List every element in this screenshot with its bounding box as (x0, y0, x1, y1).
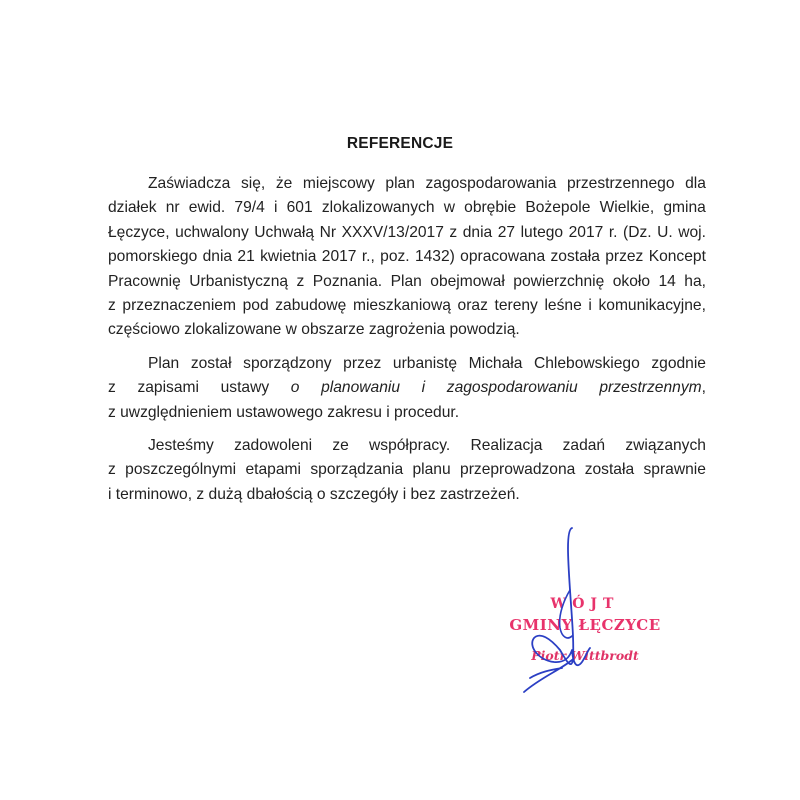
word: przez (343, 354, 382, 372)
word: i (588, 297, 592, 315)
paragraph-1 (108, 172, 706, 343)
word: opracowana (460, 248, 546, 266)
word: przeprowadzona (460, 461, 576, 479)
word: miejscowy (302, 175, 375, 192)
act-title-word: zagospodarowaniu (446, 379, 578, 397)
word: działek (108, 199, 157, 217)
word: (Dz. (623, 223, 652, 241)
word: z (108, 379, 116, 397)
word: współpracy. (369, 437, 451, 455)
word: zadań (562, 437, 606, 455)
document-body (108, 172, 706, 507)
word: zabudowę (275, 297, 347, 315)
word: ustawy (220, 379, 270, 397)
paragraph-line: częściowo zlokalizowane w obszarze zagrożenia powodzią. (108, 321, 520, 339)
act-title-word: i (421, 379, 426, 397)
word: 2017 (568, 223, 604, 241)
word: woj. (678, 223, 706, 241)
word: Urbanistyczną (189, 272, 289, 290)
word: Łęczyce, (108, 223, 170, 241)
word: nr (165, 199, 180, 217)
word: kwietnia (260, 248, 317, 266)
word: pod (242, 297, 269, 315)
word: gmina (663, 199, 706, 217)
word: z (449, 223, 458, 241)
stamp-office: WÓJT (550, 596, 620, 612)
word: 14 (658, 272, 676, 290)
paragraph-line (108, 294, 706, 318)
word: przestrzennym, (599, 379, 706, 397)
word: planu (412, 461, 451, 479)
word: Plan (390, 272, 422, 290)
word: Michała (468, 354, 523, 372)
word: 1432) (414, 248, 455, 266)
word: przestrzennego (567, 175, 675, 192)
word: 21 (237, 248, 255, 266)
word: w (443, 199, 455, 217)
stamp-name: Piotr Wittbrodt (531, 648, 639, 663)
word: dnia (462, 223, 493, 241)
word: z (108, 461, 116, 479)
word: została (550, 248, 600, 266)
word: związanych (625, 437, 706, 455)
paragraph-3 (108, 434, 706, 507)
word: plan (385, 175, 415, 192)
word: że (275, 175, 293, 192)
act-title-word: planowaniu (321, 379, 401, 397)
word: tereny (494, 297, 538, 315)
word: Chlebowskiego (533, 354, 640, 372)
word: dla (685, 175, 706, 192)
word: Pracownię (108, 272, 181, 290)
word: mieszkaniową (352, 297, 451, 315)
word: Plan (148, 354, 180, 372)
paragraph-line (108, 221, 706, 245)
word: sprawnie (643, 461, 706, 479)
word: z (296, 272, 305, 290)
word: lutego (520, 223, 564, 241)
word: zadowoleni (234, 437, 313, 455)
word: r. (608, 223, 618, 241)
word: urbanistę (392, 354, 458, 372)
word: obrębie (464, 199, 517, 217)
word: się, (240, 175, 266, 192)
word: sporządzania (310, 461, 404, 479)
word: zgodnie (651, 354, 706, 372)
word: dnia (202, 248, 233, 266)
act-title-word: przestrzennym (599, 379, 702, 397)
word: z (108, 297, 116, 315)
word: Koncept (648, 248, 706, 266)
word: przeznaczeniem (122, 297, 236, 315)
word: U. (657, 223, 673, 241)
word: zlokalizowanych (321, 199, 435, 217)
word: oraz (457, 297, 488, 315)
word: Zaświadcza (148, 175, 231, 192)
word: komunikacyjne, (598, 297, 706, 315)
word: Bożepole (525, 199, 591, 217)
paragraph-line: z uwzględnieniem ustawowego zakresu i procedur. (108, 403, 460, 421)
word: Nr (319, 223, 337, 241)
paragraph-line (108, 172, 706, 196)
signature-icon (510, 520, 640, 700)
word: ze (332, 437, 349, 455)
word: została (584, 461, 635, 479)
word: uchwalony (175, 223, 249, 241)
document-title: REFERENCJE (346, 135, 454, 152)
word: poszczególnymi (125, 461, 237, 479)
word: i (273, 199, 278, 217)
word: sporządzony (243, 354, 332, 372)
paragraph-line (108, 352, 706, 376)
word: ha, (684, 272, 706, 290)
paragraph-line (108, 196, 706, 220)
word: leśne (544, 297, 582, 315)
word: zagospodarowania (425, 175, 557, 192)
word: zapisami (137, 379, 199, 397)
word: Realizacja (470, 437, 543, 455)
word: 2017 (321, 248, 357, 266)
word: Jesteśmy (148, 437, 214, 455)
word: r., (361, 248, 375, 266)
paragraph-line (108, 245, 706, 269)
act-title-word: o (290, 379, 300, 397)
word: 79/4 (234, 199, 265, 217)
paragraph-2 (108, 352, 706, 425)
paragraph-line (108, 458, 706, 482)
word: został (190, 354, 232, 372)
paragraph-line (108, 270, 706, 294)
word: przez (605, 248, 644, 266)
word: XXXV/13/2017 (341, 223, 444, 241)
word: powierzchnię (513, 272, 605, 290)
word: Poznania. (312, 272, 383, 290)
word: obejmował (430, 272, 505, 290)
word: pomorskiego (108, 248, 198, 266)
word: Wielkie, (599, 199, 655, 217)
paragraph-line: i terminowo, z dużą dbałością o szczegóły i bez zastrzeżeń. (108, 485, 520, 503)
paragraph-line-with-act-title (108, 376, 706, 400)
stamp-municipality: GMINY ŁĘCZYCE (509, 616, 661, 634)
word: ewid. (188, 199, 226, 217)
word: etapami (245, 461, 301, 479)
word: 27 (497, 223, 516, 241)
word: około (612, 272, 651, 290)
paragraph-line (108, 434, 706, 458)
word: 601 (286, 199, 313, 217)
word: Uchwałą (254, 223, 315, 241)
word: poz. (380, 248, 410, 266)
